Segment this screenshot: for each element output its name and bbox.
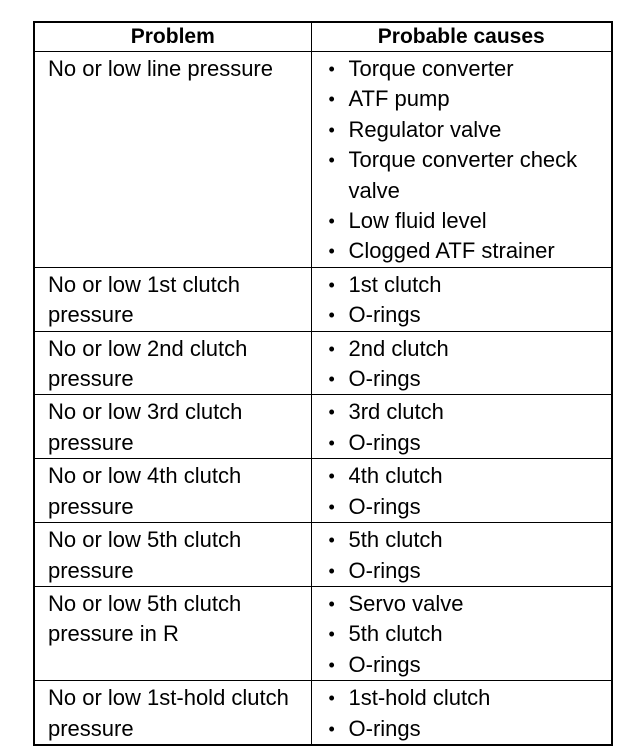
header-row	[34, 22, 612, 52]
bullet-icon: •	[328, 718, 335, 739]
bullet-icon: •	[328, 593, 335, 614]
problem-column-header: Problem	[34, 22, 311, 52]
causes-cell	[311, 523, 612, 587]
cause-item	[312, 589, 612, 619]
cause-item	[312, 428, 612, 458]
causes-cell	[311, 459, 612, 523]
problem-text: No or low 2nd clutch pressure	[48, 335, 248, 392]
cause-text: O-rings	[348, 366, 421, 392]
table-row	[34, 267, 612, 331]
cause-text: Servo valve	[348, 590, 464, 616]
cause-text: O-rings	[348, 651, 421, 677]
table-row	[34, 459, 612, 523]
cause-text: Low fluid level	[348, 208, 487, 234]
cause-item	[312, 364, 612, 394]
problem-text: No or low 4th clutch pressure	[48, 463, 242, 519]
table-row	[34, 395, 612, 459]
troubleshooting-table	[33, 21, 613, 746]
cause-item	[312, 300, 612, 330]
cause-text: Torque converter check valve	[348, 147, 578, 203]
bullet-icon: •	[328, 402, 335, 423]
bullet-icon: •	[328, 466, 335, 487]
bullet-icon: •	[328, 688, 335, 709]
problem-cell	[34, 586, 311, 680]
problem-cell	[34, 395, 311, 459]
bullet-icon: •	[328, 654, 335, 675]
bullet-icon: •	[328, 560, 335, 581]
causes-list	[312, 268, 612, 331]
cause-item	[312, 397, 612, 427]
causes-cell	[311, 395, 612, 459]
bullet-icon: •	[328, 211, 335, 232]
bullet-icon: •	[328, 369, 335, 390]
cause-text: Clogged ATF strainer	[348, 238, 555, 264]
cause-item	[312, 492, 612, 522]
cause-text: 1st clutch	[348, 271, 442, 297]
cause-text: 2nd clutch	[348, 335, 449, 361]
problem-cell	[34, 267, 311, 331]
cause-item	[312, 650, 612, 680]
cause-item	[312, 236, 612, 266]
cause-text: O-rings	[348, 493, 421, 519]
cause-item	[312, 461, 612, 491]
problem-text: No or low 3rd clutch pressure	[48, 399, 243, 455]
cause-text: 3rd clutch	[348, 399, 444, 425]
table-row	[34, 523, 612, 587]
problem-cell	[34, 52, 311, 268]
cause-item	[312, 619, 612, 649]
cause-item	[312, 334, 612, 364]
cause-text: 1st-hold clutch	[348, 685, 491, 711]
cause-item	[312, 115, 612, 145]
causes-list	[312, 681, 612, 744]
cause-item	[312, 145, 612, 206]
problem-text: No or low 1st clutch pressure	[48, 271, 240, 328]
cause-text: 5th clutch	[348, 621, 443, 647]
causes-cell	[311, 586, 612, 680]
problem-cell	[34, 459, 311, 523]
bullet-icon: •	[328, 496, 335, 517]
cause-item	[312, 206, 612, 236]
causes-list	[312, 395, 612, 458]
cause-item	[312, 683, 612, 713]
cause-text: O-rings	[348, 429, 421, 455]
bullet-icon: •	[328, 59, 335, 79]
problem-cell	[34, 331, 311, 395]
problem-text: No or low 5th clutch pressure	[48, 527, 242, 583]
bullet-icon: •	[328, 150, 335, 171]
causes-list	[312, 587, 612, 680]
bullet-icon: •	[328, 624, 335, 645]
problem-text: No or low line pressure	[48, 56, 273, 81]
problem-text: No or low 5th clutch pressure in R	[48, 590, 242, 647]
problem-text: No or low 1st-hold clutch pressure	[48, 685, 289, 741]
cause-text: Torque converter	[348, 56, 514, 81]
causes-cell	[311, 331, 612, 395]
table-row	[34, 586, 612, 680]
table-row	[34, 681, 612, 745]
bullet-icon: •	[328, 530, 335, 551]
causes-list	[312, 523, 612, 586]
cause-item	[312, 54, 612, 84]
bullet-icon: •	[328, 241, 335, 262]
cause-item	[312, 714, 612, 744]
cause-item	[312, 84, 612, 114]
cause-text: Regulator valve	[348, 116, 502, 142]
bullet-icon: •	[328, 119, 335, 140]
causes-list	[312, 459, 612, 522]
problem-cell	[34, 523, 311, 587]
bullet-icon: •	[328, 89, 335, 110]
cause-item	[312, 270, 612, 300]
cause-text: O-rings	[348, 715, 421, 741]
problem-cell	[34, 681, 311, 745]
table-body	[34, 52, 612, 745]
cause-text: 5th clutch	[348, 527, 443, 553]
bullet-icon: •	[328, 338, 335, 359]
causes-list	[312, 332, 612, 395]
cause-text: 4th clutch	[348, 463, 443, 489]
causes-cell	[311, 267, 612, 331]
cause-text: O-rings	[348, 557, 421, 583]
causes-cell	[311, 681, 612, 745]
table-row	[34, 331, 612, 395]
cause-text: O-rings	[348, 302, 421, 328]
table-row	[34, 52, 612, 268]
cause-text: ATF pump	[348, 86, 450, 112]
cause-item	[312, 525, 612, 555]
cause-item	[312, 556, 612, 586]
causes-cell	[311, 52, 612, 268]
causes-column-header: Probable causes	[311, 22, 612, 52]
causes-list	[312, 52, 612, 267]
bullet-icon: •	[328, 432, 335, 453]
bullet-icon: •	[328, 274, 335, 295]
bullet-icon: •	[328, 305, 335, 326]
